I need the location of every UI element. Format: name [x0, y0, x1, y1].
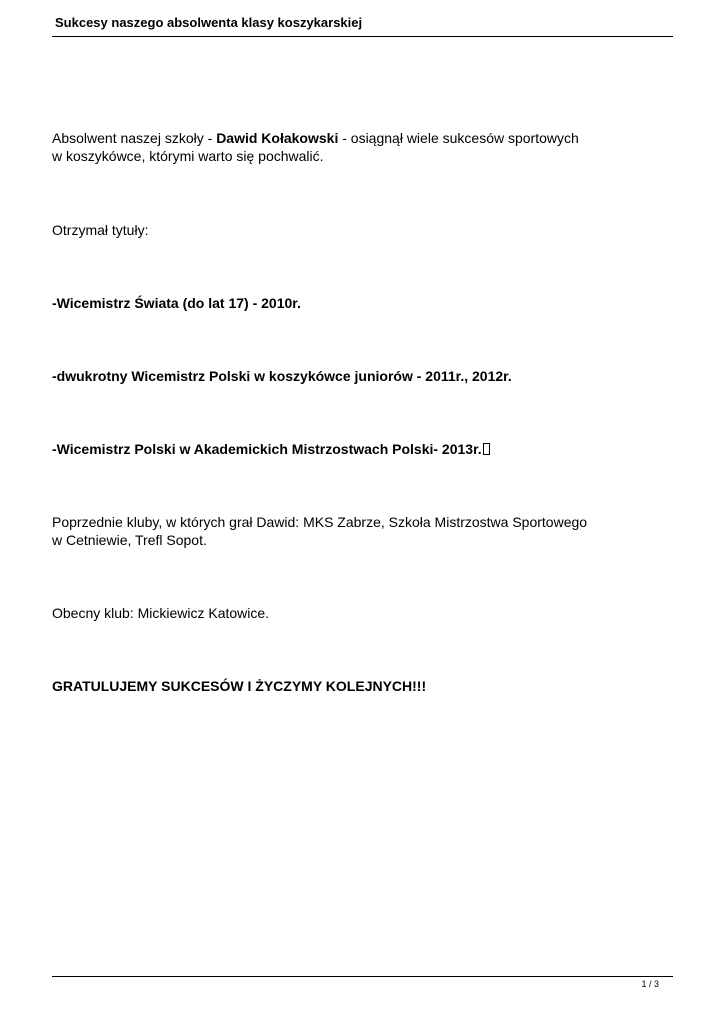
- page-header: [52, 14, 673, 37]
- title-item-academic-text: -Wicemistrz Polski w Akademickich Mistrzostwach Polski- 2013r.: [52, 441, 482, 457]
- titles-heading: Otrzymał tytuły:: [52, 222, 149, 238]
- current-club: Obecny klub: Mickiewicz Katowice.: [52, 605, 270, 621]
- intro-text-line2: w koszykówce, którymi warto się pochwalić.: [52, 148, 324, 164]
- clubs-paragraph: [52, 513, 642, 549]
- athlete-name: Dawid Kołakowski: [216, 130, 339, 146]
- closing-message: GRATULUJEMY SUKCESÓW I ŻYCZYMY KOLEJNYCH!!!: [52, 678, 427, 694]
- intro-text-end: - osiągnął wiele sukcesów sportowych: [338, 130, 579, 146]
- intro-paragraph: [52, 129, 642, 165]
- missing-glyph-icon: [483, 443, 490, 455]
- document-title: Sukcesy naszego absolwenta klasy koszykarskiej: [55, 15, 363, 30]
- title-item-juniors: -dwukrotny Wicemistrz Polski w koszykówce juniorów - 2011r., 2012r.: [52, 368, 512, 384]
- title-item-academic: [52, 440, 642, 458]
- title-item-world: -Wicemistrz Świata (do lat 17) - 2010r.: [52, 295, 301, 311]
- page-footer: [52, 976, 673, 997]
- intro-text-start: Absolwent naszej szkoły -: [52, 130, 217, 146]
- clubs-line2: w Cetniewie, Trefl Sopot.: [52, 532, 207, 548]
- clubs-line1: Poprzednie kluby, w których grał Dawid: MKS Zabrze, Szkoła Mistrzostwa Sportowego: [52, 514, 588, 530]
- page-number: 1 / 3: [641, 979, 659, 989]
